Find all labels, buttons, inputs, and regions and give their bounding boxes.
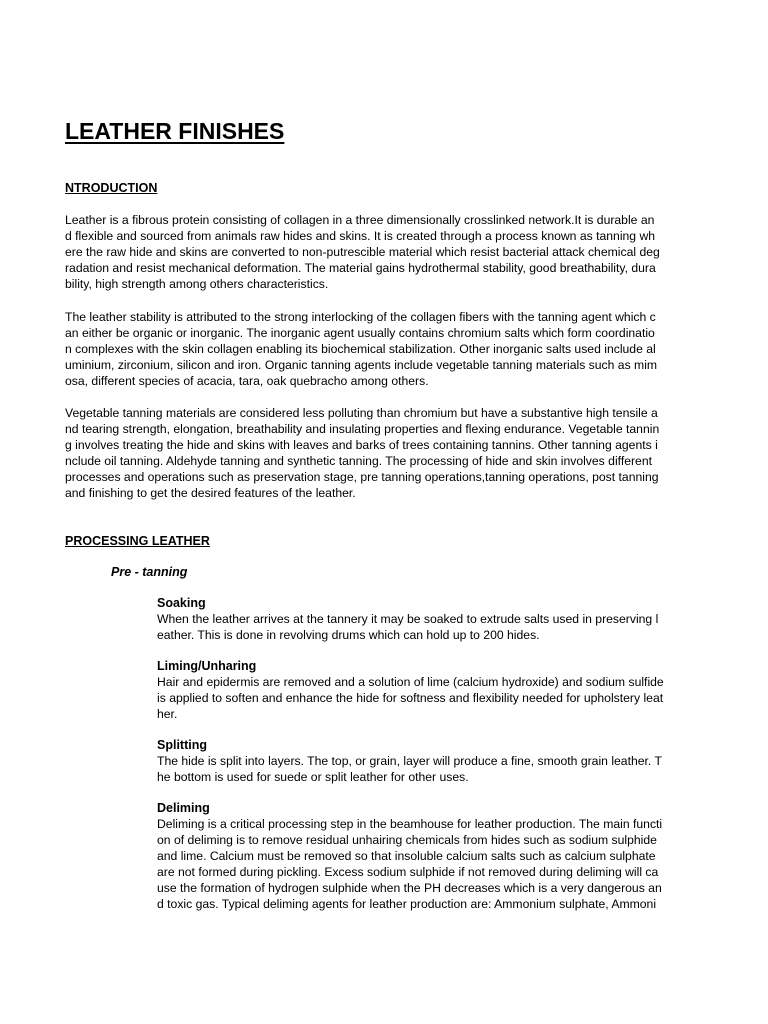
step-title: Soaking [157, 596, 206, 610]
step-title: Splitting [157, 738, 207, 752]
text-line: on of deliming is to remove residual unhairing chemicals from hides such as sodium sulphide [157, 833, 657, 847]
intro-paragraph-2 [65, 309, 705, 389]
text-line: ere the raw hide and skins are converted to non-putrescible material which resist bacterial attack chemical deg [65, 245, 660, 259]
text-line: and lime. Calcium must be removed so that insoluble calcium salts such as calcium sulphate [157, 849, 656, 863]
pre-tanning-heading: Pre - tanning [111, 565, 188, 579]
text-line: bility, high strength among others characteristics. [65, 277, 329, 291]
text-line: uminium, zirconium, silicon and iron. Organic tanning agents include vegetable tanning materials such as mim [65, 358, 658, 372]
text-line: The hide is split into layers. The top, or grain, layer will produce a fine, smooth grain leather. T [157, 754, 662, 768]
processing-leather-heading: PROCESSING LEATHER [65, 534, 210, 548]
text-line: he bottom is used for suede or split leather for other uses. [157, 770, 469, 784]
text-line: radation and resist mechanical deformation. The material gains hydrothermal stability, good breathability, dura [65, 261, 656, 275]
text-line: nd tearing strength, elongation, breathability and insulating properties and flexing endurance. Vegetable tannin [65, 422, 660, 436]
step-splitting [157, 737, 717, 785]
text-line: her. [157, 707, 178, 721]
step-title: Liming/Unharing [157, 659, 257, 673]
step-liming-unharing [157, 658, 717, 722]
step-title: Deliming [157, 801, 210, 815]
step-deliming [157, 800, 717, 912]
text-line: nclude oil tanning. Aldehyde tanning and synthetic tanning. The processing of hide and skin involves different [65, 454, 652, 468]
text-line: d toxic gas. Typical deliming agents for leather production are: Ammonium sulphate, Ammoni [157, 897, 657, 911]
text-line: d flexible and sourced from animals raw hides and skins. It is created through a process known as tanning wh [65, 229, 656, 243]
text-line: g involves treating the hide and skins with leaves and barks of trees containing tannins. Other tanning agents i [65, 438, 658, 452]
text-line: eather. This is done in revolving drums which can hold up to 200 hides. [157, 628, 540, 642]
text-line: The leather stability is attributed to the strong interlocking of the collagen fibers with the tanning agent which c [65, 310, 656, 324]
text-line: Deliming is a critical processing step in the beamhouse for leather production. The main functi [157, 817, 663, 831]
step-soaking [157, 595, 717, 643]
document-title: LEATHER FINISHES [65, 118, 285, 144]
step-body [157, 611, 717, 643]
text-line: are not formed during pickling. Excess sodium sulphide if not removed during deliming will ca [157, 865, 659, 879]
text-line: Vegetable tanning materials are considered less polluting than chromium but have a substantive high tensile a [65, 406, 658, 420]
intro-paragraph-1 [65, 212, 705, 292]
step-body [157, 816, 717, 912]
text-line: When the leather arrives at the tannery it may be soaked to extrude salts used in preserving l [157, 612, 659, 626]
text-line: is applied to soften and enhance the hide for softness and flexibility needed for upholstery leat [157, 691, 664, 705]
text-line: use the formation of hydrogen sulphide when the PH decreases which is a very dangerous an [157, 881, 662, 895]
introduction-heading: NTRODUCTION [65, 181, 158, 195]
intro-paragraph-3 [65, 405, 705, 501]
text-line: an either be organic or inorganic. The inorganic agent usually contains chromium salts which form coordinatio [65, 326, 655, 340]
text-line: Hair and epidermis are removed and a solution of lime (calcium hydroxide) and sodium sulfide [157, 675, 664, 689]
step-body [157, 753, 717, 785]
step-body [157, 674, 717, 722]
text-line: processes and operations such as preservation stage, pre tanning operations,tanning operations, post tanning [65, 470, 659, 484]
text-line: n complexes with the skin collagen enabling its biochemical stabilization. Other inorganic salts used include al [65, 342, 656, 356]
text-line: and finishing to get the desired features of the leather. [65, 486, 356, 500]
text-line: osa, different species of acacia, tara, oak quebracho among others. [65, 374, 429, 388]
text-line: Leather is a fibrous protein consisting of collagen in a three dimensionally crosslinked network.It is durable an [65, 213, 655, 227]
